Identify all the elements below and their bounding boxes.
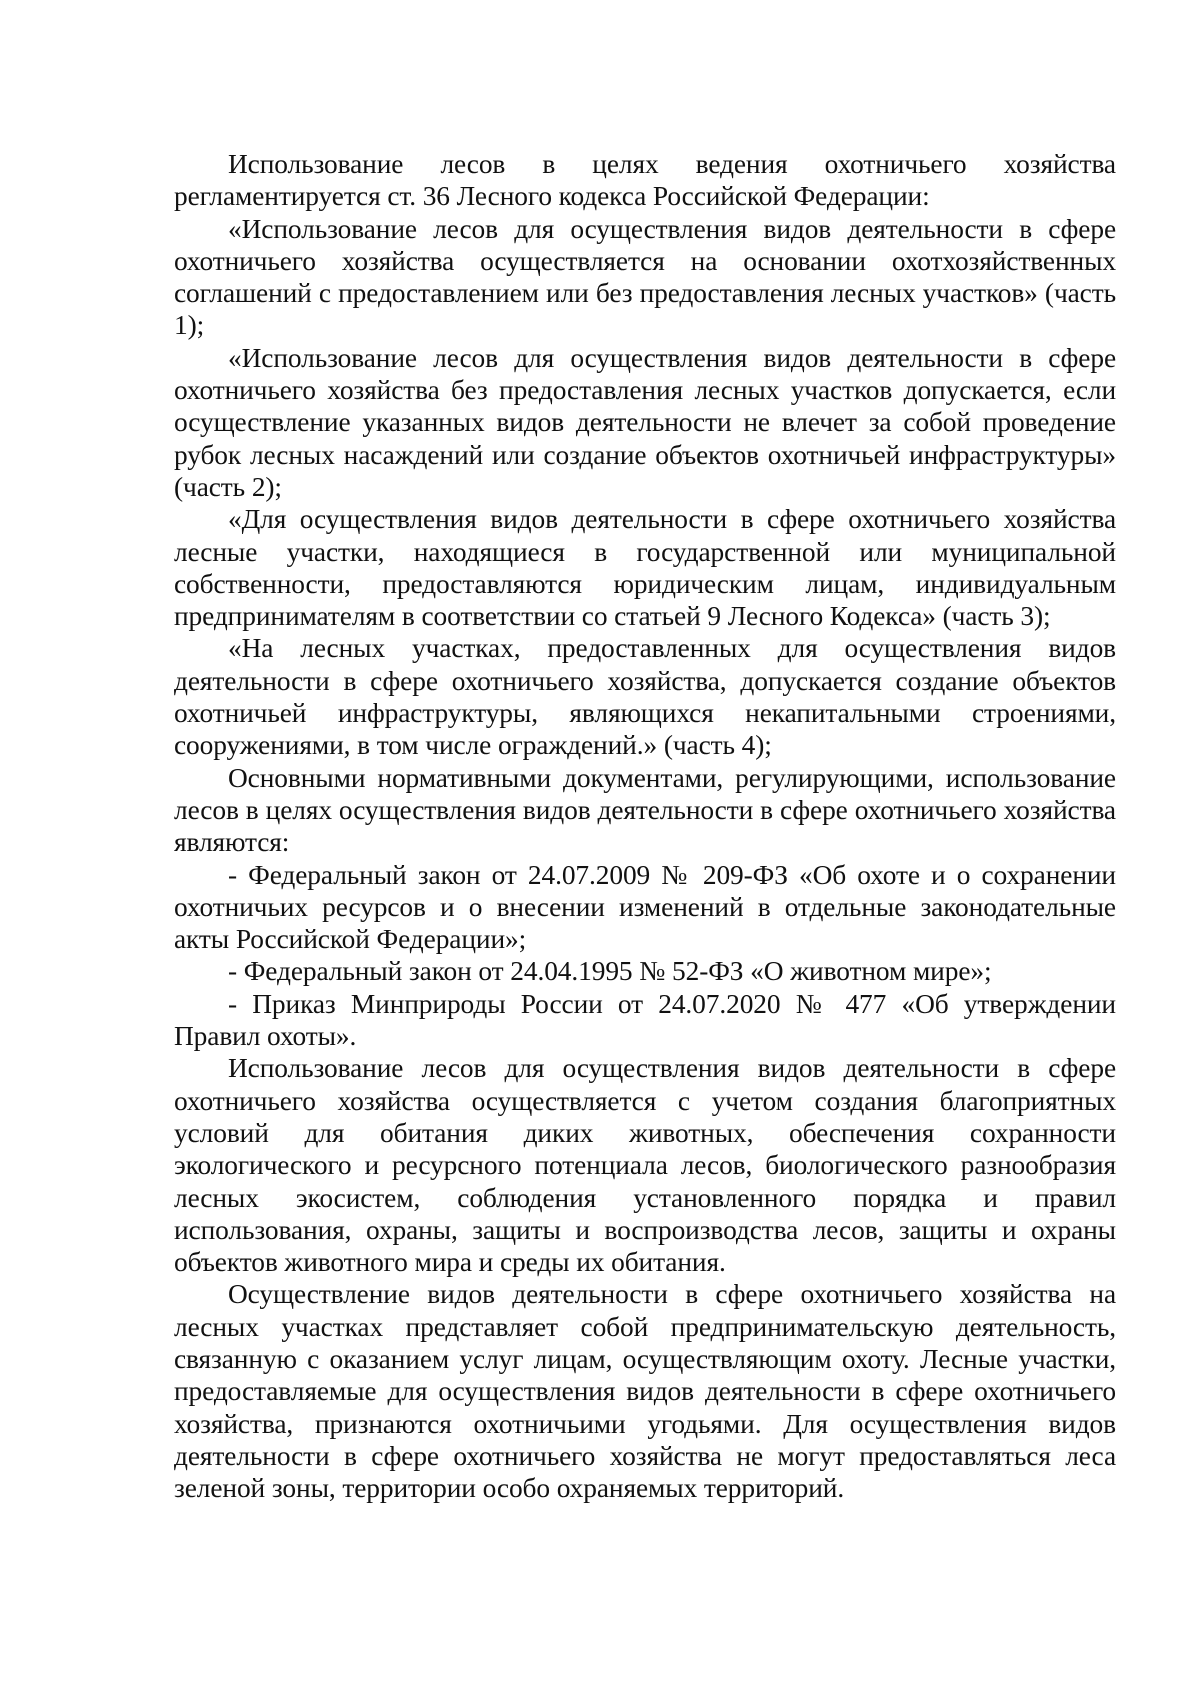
paragraph-normative-docs: Основными нормативными документами, регулирующими, использование лесов в целях осуществления видов деятельности в сфере охотничьего хозяйства являются: xyxy=(174,762,1116,858)
list-item-order-477: - Приказ Минприроды России от 24.07.2020 № 477 «Об утверждении Правил охоты». xyxy=(174,988,1116,1052)
paragraph-quote-part-1: «Использование лесов для осуществления видов деятельности в сфере охотничьего хозяйства осуществляется на основании охотхозяйственных соглашений с предоставлением или без предоставления лесных участков» (часть 1); xyxy=(174,213,1116,341)
paragraph-conditions: Использование лесов для осуществления видов деятельности в сфере охотничьего хозяйства осуществляется с учетом создания благоприятных условий для обитания диких животных, обеспечения сохранности экологического и ресурсного потенциала лесов, биологического разнообразия лесных экосистем, соблюдения установленного порядка и правил использования, охраны, защиты и воспроизводства лесов, защиты и охраны объектов животного мира и среды их обитания. xyxy=(174,1053,1116,1278)
paragraph-entrepreneurship: Осуществление видов деятельности в сфере охотничьего хозяйства на лесных участках представляет собой предпринимательскую деятельность, связанную с оказанием услуг лицам, осуществляющим охоту. Лесные участки, предоставляемые для осуществления видов деятельности в сфере охотничьего хозяйства, признаются охотничьими угодьями. Для осуществления видов деятельности в сфере охотничьего хозяйства не могут предоставляться леса зеленой зоны, территории особо охраняемых территорий. xyxy=(174,1279,1116,1504)
document-body xyxy=(174,148,1116,1504)
paragraph-quote-part-3: «Для осуществления видов деятельности в сфере охотничьего хозяйства лесные участки, находящиеся в государственной или муниципальной собственности, предоставляются юридическим лицам, индивидуальным предпринимателям в соответствии со статьей 9 Лесного Кодекса» (часть 3); xyxy=(174,504,1116,632)
list-item-law-52: - Федеральный закон от 24.04.1995 № 52-ФЗ «О животном мире»; xyxy=(228,956,992,987)
paragraph-quote-part-4: «На лесных участках, предоставленных для осуществления видов деятельности в сфере охотничьего хозяйства, допускается создание объектов охотничьей инфраструктуры, являющихся некапитальными строениями, сооружениями, в том числе ограждений.» (часть 4); xyxy=(174,633,1116,761)
paragraph-quote-part-2: «Использование лесов для осуществления видов деятельности в сфере охотничьего хозяйства без предоставления лесных участков допускается, если осуществление указанных видов деятельности не влечет за собой проведение рубок лесных насаждений или создание объектов охотничьей инфраструктуры» (часть 2); xyxy=(174,342,1116,502)
list-item-law-209: - Федеральный закон от 24.07.2009 № 209-ФЗ «Об охоте и о сохранении охотничьих ресурсов и о внесении изменений в отдельные законодательные акты Российской Федерации»; xyxy=(174,859,1116,955)
paragraph-intro: Использование лесов в целях ведения охотничьего хозяйства регламентируется ст. 36 Лесного кодекса Российской Федерации: xyxy=(174,149,1116,212)
